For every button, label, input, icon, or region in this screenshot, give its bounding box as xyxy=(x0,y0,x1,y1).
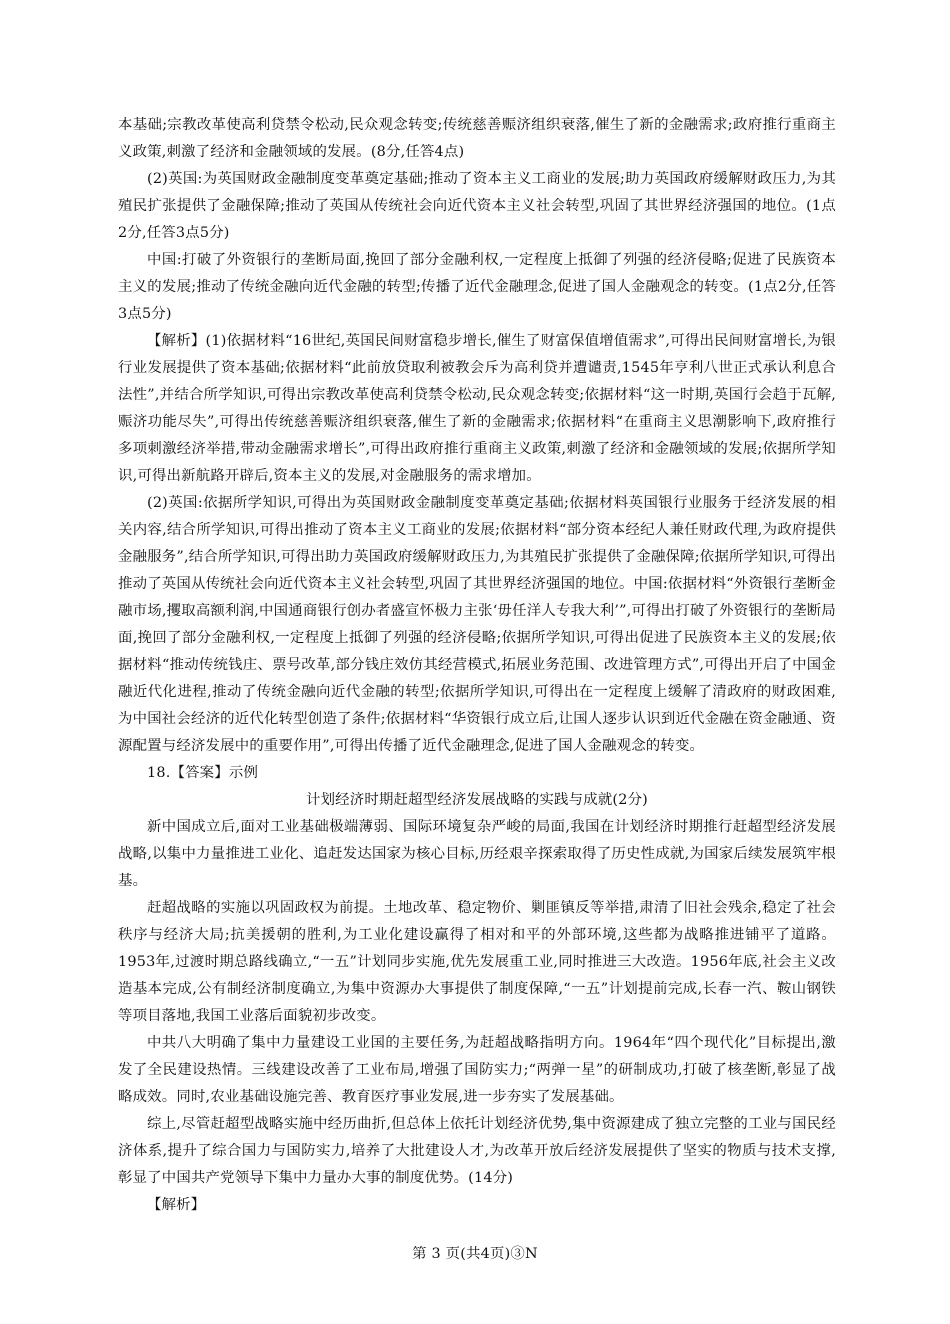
q18-analysis-label: 【解析】 xyxy=(147,1197,206,1213)
paragraph-q17-analysis-1: 【解析】(1)依据材料“16世纪,英国民间财富稳步增长,催生了财富保值增值需求”,可得出民间财富增长,为银行业发展提供了资本基础;依据材料“此前放贷取利被教会斥为高利贷并遭谴责,1545年亨利八世正式承认利息合法性”,并结合所学知识,可得出宗教改革使高利贷禁令松动,民众观念转变;依据材料“这一时期,英国行会趋于瓦解,赈济功能尽失”,可得出传统慈善赈济组织衰落,催生了新的金融需求;依据材料“在重商主义思潮影响下,政府推行多项刺激经济举措,带动金融需求增长”,可得出政府推行重商主义政策,刺激了经济和金融领域的发展;依据所学知识,可得出新航路开辟后,资本主义的发展,对金融服务的需求增加。 xyxy=(118,333,836,484)
paragraph-q17-analysis-2: (2)英国:依据所学知识,可得出为英国财政金融制度变革奠定基础;依据材料英国银行业服务于经济发展的相关内容,结合所学知识,可得出推动了资本主义工商业的发展;依据材料“部分资本经纪人兼任财政代理,为政府提供金融服务”,结合所学知识,可得出助力英国政府缓解财政压力,为其殖民扩张提供了金融保障;依据所学知识,可得出推动了英国从传统社会向近代资本主义社会转型,巩固了其世界经济强国的地位。中国:依据材料“外资银行垄断金融市场,攫取高额利润,中国通商银行创办者盛宣怀极力主张‘毋任洋人专我大利’”,可得出打破了外资银行的垄断局面,挽回了部分金融利权,一定程度上抵御了列强的经济侵略;依据所学知识,可得出促进了民族资本主义的发展;依据材料“推动传统钱庄、票号改革,部分钱庄效仿其经营模式,拓展业务范围、改进管理方式”,可得出开启了中国金融近代化进程,推动了传统金融向近代金融的转型;依据所学知识,可得出在一定程度上缓解了清政府的财政困难,为中国社会经济的近代化转型创造了条件;依据材料“华资银行成立后,让国人逐步认识到近代金融在资金融通、资源配置与经济发展中的重要作用”,可得出传播了近代金融理念,促进了国人金融观念的转变。 xyxy=(118,495,836,754)
q18-answer-heading: 18.【答案】示例 xyxy=(147,765,259,781)
essay-title: 计划经济时期赶超型经济发展战略的实践与成就(2分) xyxy=(306,792,648,808)
page-footer: 第 3 页(共4页)③N xyxy=(412,1246,538,1262)
essay-paragraph-conclusion: 综上,尽管赶超型战略实施中经历曲折,但总体上依托计划经济优势,集中资源建成了独立完整的工业与国民经济体系,提升了综合国力与国防实力,培养了大批建设人才,为改革开放后经济发展提供了坚实的物质与技术支撑,彰显了中国共产党领导下集中力量办大事的制度优势。(14分) xyxy=(118,1116,836,1186)
paragraph-q17-part1-cont: 本基础;宗教改革使高利贷禁令松动,民众观念转变;传统慈善赈济组织衰落,催生了新的金融需求;政府推行重商主义政策,刺激了经济和金融领域的发展。(8分,任答4点) xyxy=(118,117,836,160)
essay-paragraph-intro: 新中国成立后,面对工业基础极端薄弱、国际环境复杂严峻的局面,我国在计划经济时期推行赶超型经济发展战略,以集中力量推进工业化、追赶发达国家为核心目标,历经艰辛探索取得了历史性成就,为国家后续发展筑牢根基。 xyxy=(118,819,836,889)
essay-paragraph-implementation: 赶超战略的实施以巩固政权为前提。土地改革、稳定物价、剿匪镇反等举措,肃清了旧社会残余,稳定了社会秩序与经济大局;抗美援朝的胜利,为工业化建设赢得了相对和平的外部环境,这些都为战略推进铺平了道路。1953年,过渡时期总路线确立,“一五”计划同步实施,优先发展重工业,同时推进三大改造。1956年底,社会主义改造基本完成,公有制经济制度确立,为集中资源办大事提供了制度保障,“一五”计划提前完成,长春一汽、鞍山钢铁等项目落地,我国工业落后面貌初步改变。 xyxy=(118,900,836,1024)
paragraph-q17-2-china: 中国:打破了外资银行的垄断局面,挽回了部分金融利权,一定程度上抵御了列强的经济侵略;促进了民族资本主义的发展;推动了传统金融向近代金融的转型;传播了近代金融理念,促进了国人金融观念的转变。(1点2分,任答3点5分) xyxy=(118,252,836,322)
paragraph-q17-2-britain: (2)英国:为英国财政金融制度变革奠定基础;推动了资本主义工商业的发展;助力英国政府缓解财政压力,为其殖民扩张提供了金融保障;推动了英国从传统社会向近代资本主义社会转型,巩固了其世界经济强国的地位。(1点2分,任答3点5分) xyxy=(118,171,836,241)
answer-body xyxy=(118,112,836,1219)
essay-paragraph-achievements: 中共八大明确了集中力量建设工业国的主要任务,为赶超战略指明方向。1964年“四个现代化”目标提出,激发了全民建设热情。三线建设改善了工业布局,增强了国防实力;“两弹一星”的研制成功,打破了核垄断,彰显了战略成效。同时,农业基础设施完善、教育医疗事业发展,进一步夯实了发展基础。 xyxy=(118,1035,836,1105)
